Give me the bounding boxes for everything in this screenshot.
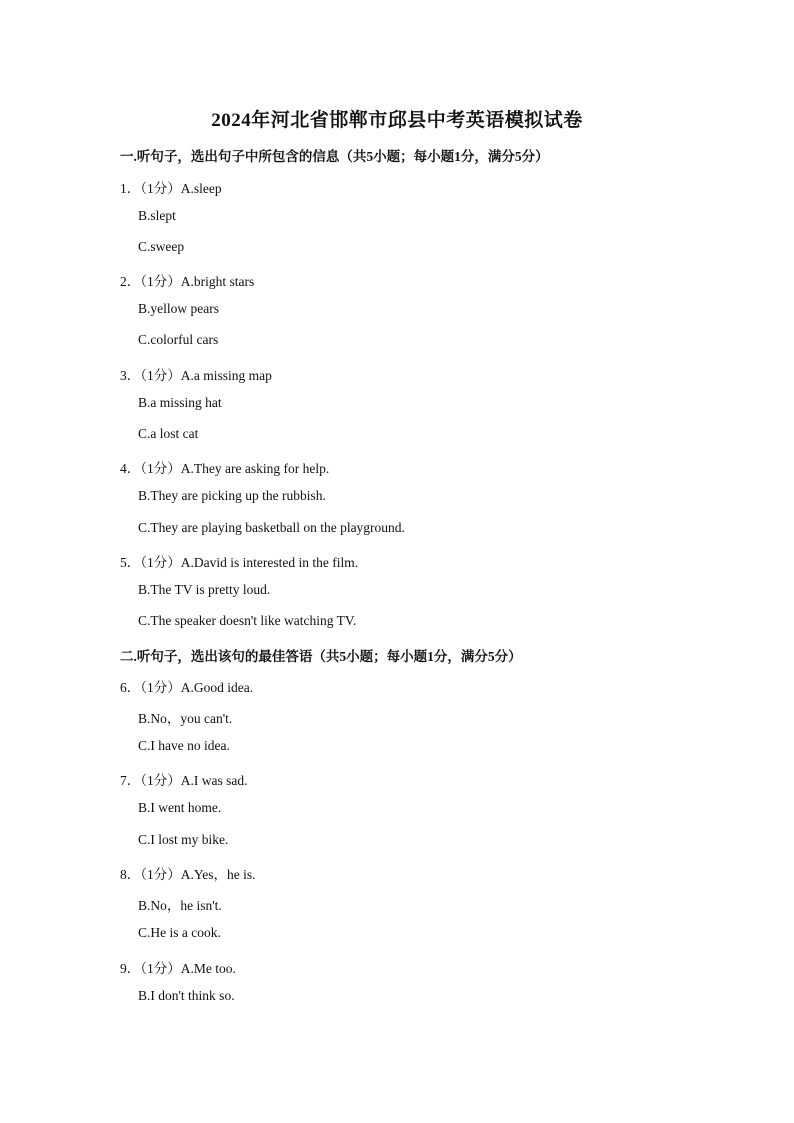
page-title: 2024年河北省邯郸市邱县中考英语模拟试卷: [211, 110, 583, 131]
question-1-option-b: B.slept: [138, 208, 176, 223]
question-7-option-c: C.I lost my bike.: [138, 832, 229, 847]
question-3-option-b: B.a missing hat: [138, 395, 222, 410]
question-1-stem: 1．（1分）A.sleep: [120, 181, 222, 196]
question-9-stem: 9．（1分）A.Me too.: [120, 961, 236, 976]
question-5-option-b: B.The TV is pretty loud.: [138, 582, 271, 597]
section-heading-1: 一.听句子，选出句子中所包含的信息（共5小题；每小题1分，满分5分）: [120, 149, 549, 164]
question-2-option-c: C.colorful cars: [138, 332, 219, 347]
question-1-option-c: C.sweep: [138, 239, 185, 254]
question-4-stem: 4．（1分）A.They are asking for help.: [120, 461, 330, 476]
question-6-option-b: B.No，you can't.: [138, 711, 233, 726]
question-7-stem: 7．（1分）A.I was sad.: [120, 773, 248, 788]
question-8-option-b: B.No，he isn't.: [138, 898, 222, 913]
question-2-stem: 2．（1分）A.bright stars: [120, 274, 255, 289]
question-4-option-c: C.They are playing basketball on the playground.: [138, 520, 405, 535]
question-2-option-b: B.yellow pears: [138, 301, 219, 316]
question-9-option-b: B.I don't think so.: [138, 988, 235, 1003]
question-3-stem: 3．（1分）A.a missing map: [120, 368, 272, 383]
question-3-option-c: C.a lost cat: [138, 426, 199, 441]
question-5-stem: 5．（1分）A.David is interested in the film.: [120, 555, 359, 570]
question-8-stem: 8．（1分）A.Yes，he is.: [120, 867, 256, 882]
question-8-option-c: C.He is a cook.: [138, 925, 221, 940]
question-6-stem: 6．（1分）A.Good idea.: [120, 680, 254, 695]
question-4-option-b: B.They are picking up the rubbish.: [138, 488, 326, 503]
section-heading-2: 二.听句子，选出该句的最佳答语（共5小题；每小题1分，满分5分）: [120, 649, 522, 664]
question-5-option-c: C.The speaker doesn't like watching TV.: [138, 613, 357, 628]
question-7-option-b: B.I went home.: [138, 800, 222, 815]
question-6-option-c: C.I have no idea.: [138, 738, 230, 753]
